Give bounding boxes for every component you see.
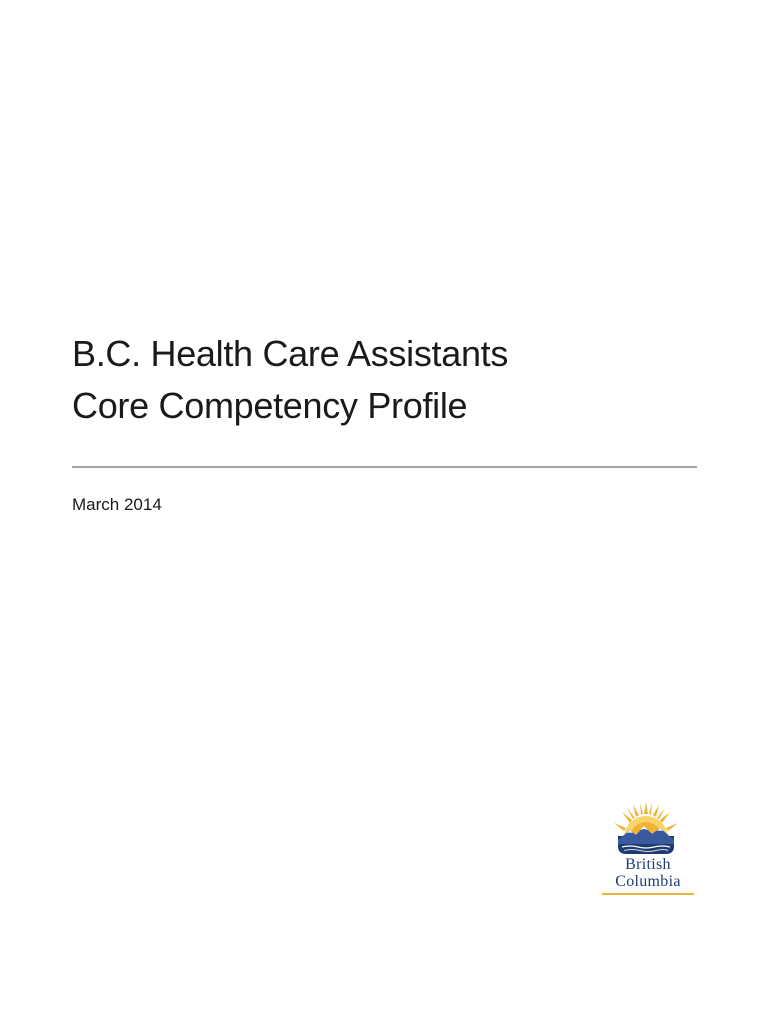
document-date: March 2014 [72, 495, 162, 514]
title-line-2: Core Competency Profile [72, 385, 468, 426]
document-title [72, 328, 702, 432]
british-columbia-logo [596, 800, 700, 898]
bc-government-logo-icon [606, 800, 686, 856]
title-line-1: B.C. Health Care Assistants [72, 333, 509, 374]
title-divider [72, 466, 697, 468]
logo-underline [602, 893, 694, 895]
logo-text-columbia: Columbia [615, 873, 681, 890]
logo-text-british: British [625, 856, 671, 873]
